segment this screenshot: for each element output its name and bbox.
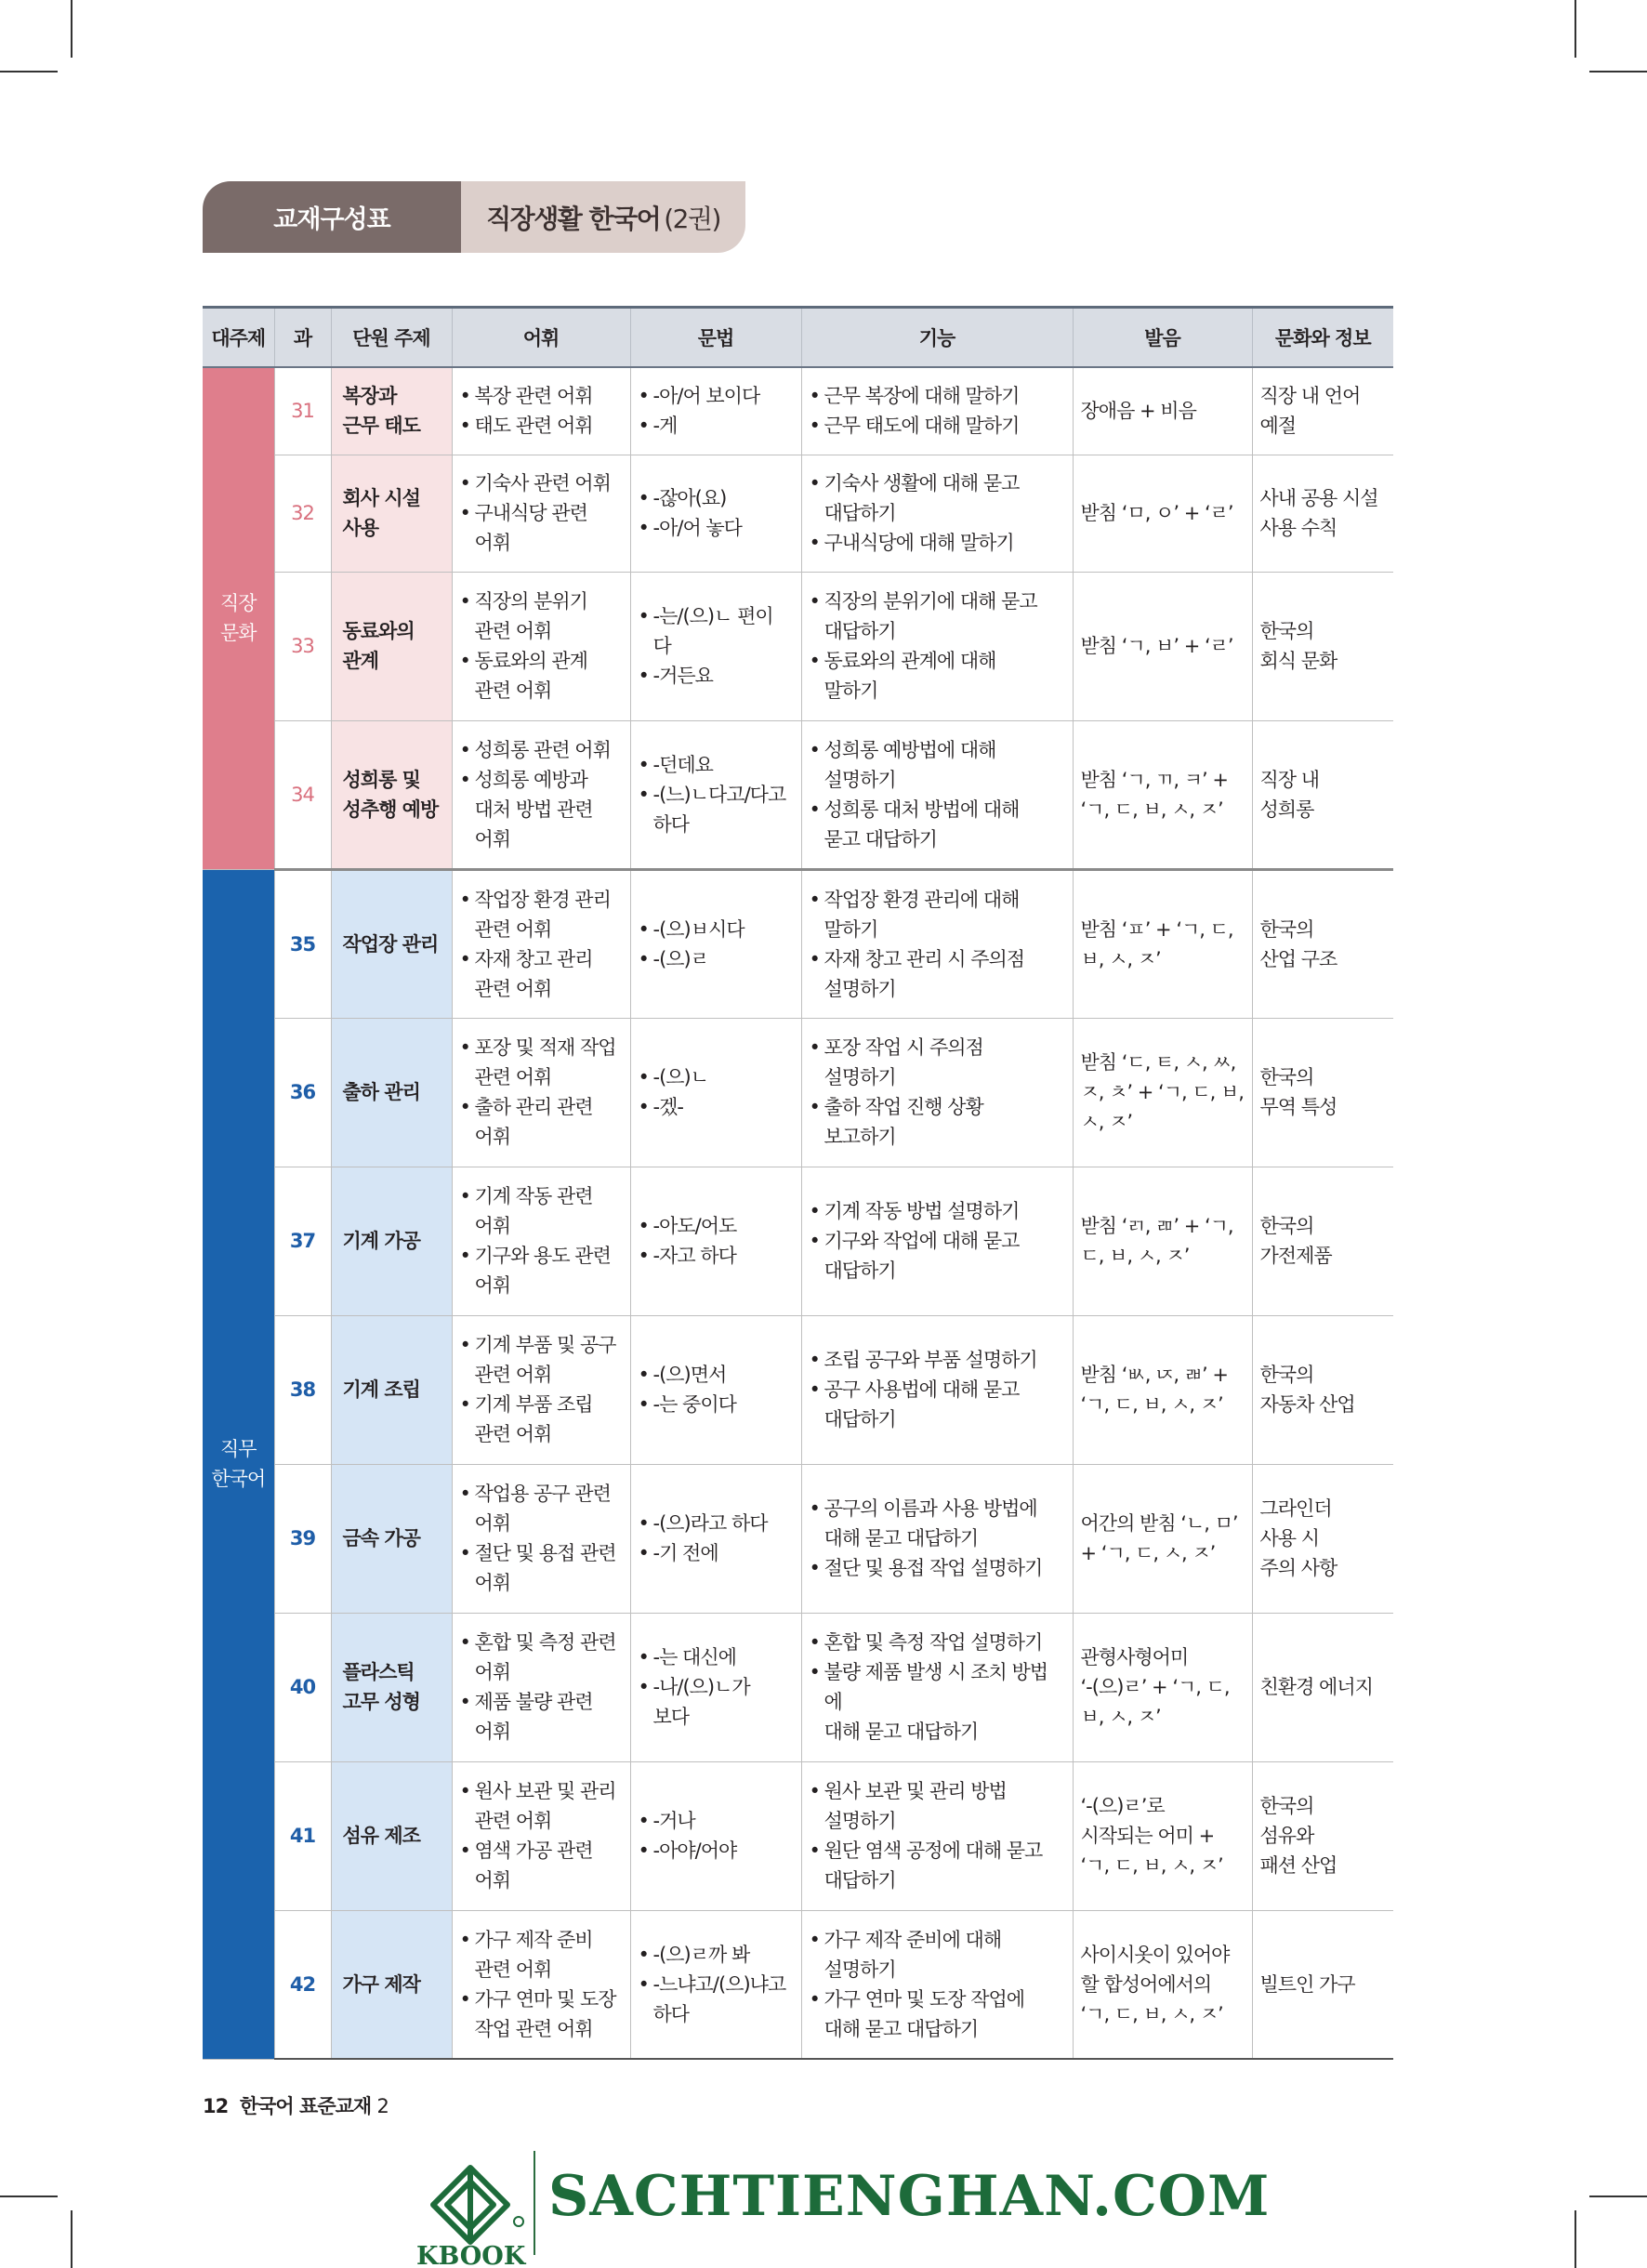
page-number: 12 [203,2095,229,2117]
function-cell [801,1167,1073,1315]
culture-cell [1252,1464,1393,1613]
function-item: • 불량 제품 발생 시 조치 방법에 대해 묻고 대답하기 [810,1657,1065,1747]
header-tabs [203,181,745,253]
pronunciation-cell [1073,1910,1252,2059]
function-item: • 원단 염색 공정에 대해 묻고 대답하기 [810,1836,1065,1895]
function-item: • 포장 작업 시 주의점 설명하기 [810,1033,1065,1092]
culture-text: 한국의 산업 구조 [1259,917,1337,970]
culture-text: 한국의 무역 특성 [1259,1066,1337,1118]
lesson-number: 31 [274,367,331,455]
grammar-item: • -기 전에 [639,1538,794,1568]
lesson-number: 33 [274,572,331,720]
unit-topic-text: 동료와의 관계 [342,620,415,672]
site-name: SACHTIENGHAN.COM [548,2164,1271,2229]
unit-topic [331,1018,452,1167]
pronunciation-cell [1073,1167,1252,1315]
grammar-cell [630,1315,801,1464]
unit-topic [331,1761,452,1910]
crop-mark [1589,71,1647,73]
grammar-item: • -(으)면서 [639,1360,794,1390]
unit-topic [331,1464,452,1613]
function-item: • 공구 사용법에 대해 묻고 대답하기 [810,1375,1065,1434]
function-cell [801,1315,1073,1464]
grammar-item: • -게 [639,411,794,441]
vocab-cell [452,1613,630,1761]
vocab-cell [452,367,630,455]
column-header: 과 [274,308,331,368]
vocab-item: • 기계 부품 및 공구 관련 어휘 [460,1330,623,1390]
pronunciation-text: 받침 ‘ㄷ, ㅌ, ㅅ, ㅆ, ㅈ, ㅊ’ + ‘ㄱ, ㄷ, ㅂ, ㅅ, ㅈ’ [1080,1051,1244,1133]
grammar-list [639,1509,794,1568]
unit-topic-text: 회사 시설 사용 [342,487,420,539]
function-list [810,381,1065,441]
function-item: • 근무 태도에 대해 말하기 [810,411,1065,441]
pronunciation-text: 받침 ‘ㅍ’ + ‘ㄱ, ㄷ, ㅂ, ㅅ, ㅈ’ [1080,917,1233,970]
function-item: • 구내식당에 대해 말하기 [810,528,1065,558]
grammar-item: • -아야/어야 [639,1836,794,1866]
vocab-item: • 동료와의 관계 관련 어휘 [460,646,623,705]
vocab-list [460,1479,623,1598]
footer-book-name: 한국어 표준교재 [239,2095,372,2117]
unit-topic [331,869,452,1018]
lesson-number: 34 [274,720,331,869]
grammar-item: • -(으)ㄴ [639,1062,794,1092]
vocab-cell [452,869,630,1018]
grammar-item: • -느냐고/(으)냐고 하다 [639,1970,794,2029]
column-header: 문법 [630,308,801,368]
grammar-item: • -나/(으)ㄴ가 보다 [639,1672,794,1732]
grammar-item: • -아/어 보이다 [639,381,794,411]
grammar-list [639,1806,794,1866]
function-item: • 근무 복장에 대해 말하기 [810,381,1065,411]
table-row [203,455,1393,572]
unit-topic [331,1613,452,1761]
function-item: • 조립 공구와 부품 설명하기 [810,1345,1065,1375]
table-row [203,572,1393,720]
crop-mark [0,2195,58,2197]
unit-topic [331,367,452,455]
table-row [203,1315,1393,1464]
theme-cell [203,367,274,869]
function-cell [801,367,1073,455]
function-item: • 혼합 및 측정 작업 설명하기 [810,1628,1065,1657]
pronunciation-text: 받침 ‘ㅄ, ㄵ, ㄼ’ + ‘ㄱ, ㄷ, ㅂ, ㅅ, ㅈ’ [1080,1364,1228,1416]
culture-cell [1252,1761,1393,1910]
column-header: 기능 [801,308,1073,368]
pronunciation-cell [1073,869,1252,1018]
lesson-number: 35 [274,869,331,1018]
grammar-item: • -아/어 놓다 [639,513,794,543]
grammar-cell [630,1613,801,1761]
crop-mark [1589,2195,1647,2197]
grammar-cell [630,1464,801,1613]
vocab-list [460,1330,623,1449]
table-body [203,367,1393,2059]
unit-topic [331,720,452,869]
culture-cell [1252,367,1393,455]
lesson-number: 37 [274,1167,331,1315]
kbook-logo [415,2149,535,2268]
table-row [203,869,1393,1018]
table-row [203,367,1393,455]
grammar-item: • -는 대신에 [639,1642,794,1672]
pronunciation-cell [1073,720,1252,869]
culture-cell [1252,720,1393,869]
vocab-cell [452,1910,630,2059]
function-item: • 기구와 작업에 대해 묻고 대답하기 [810,1226,1065,1286]
book-title-text: 직장생활 한국어 [486,203,661,234]
function-item: • 기숙사 생활에 대해 묻고 대답하기 [810,468,1065,528]
function-list [810,1345,1065,1434]
logo-divider [534,2151,535,2255]
grammar-item: • -거나 [639,1806,794,1836]
culture-text: 그라인더 사용 시 주의 사항 [1259,1497,1337,1579]
table-row [203,1613,1393,1761]
footer-volume: 2 [376,2095,389,2117]
vocab-item: • 작업장 환경 관리 관련 어휘 [460,885,623,944]
vocab-item: • 기구와 용도 관련 어휘 [460,1241,623,1300]
culture-cell [1252,1315,1393,1464]
pronunciation-text: ‘-(으)ㄹ’로 시작되는 어미 + ‘ㄱ, ㄷ, ㅂ, ㅅ, ㅈ’ [1080,1795,1223,1877]
culture-text: 한국의 가전제품 [1259,1215,1332,1267]
grammar-cell [630,572,801,720]
unit-topic-text: 금속 가공 [342,1527,420,1549]
vocab-list [460,1925,623,2044]
vocab-cell [452,455,630,572]
pronunciation-text: 어간의 받침 ‘ㄴ, ㅁ’ + ‘ㄱ, ㄷ, ㅅ, ㅈ’ [1080,1512,1238,1564]
column-header: 단원 주제 [331,308,452,368]
vocab-item: • 구내식당 관련 어휘 [460,498,623,558]
theme-cell [203,869,274,2059]
vocab-cell [452,1761,630,1910]
grammar-item: • -아도/어도 [639,1211,794,1241]
grammar-item: • -자고 하다 [639,1241,794,1271]
function-list [810,1925,1065,2044]
grammar-list [639,483,794,543]
grammar-item: • -(으)라고 하다 [639,1509,794,1538]
unit-topic-text: 성희롱 및 성추행 예방 [342,768,439,821]
vocab-cell [452,572,630,720]
crop-mark [71,2210,72,2268]
grammar-item: • -(느)ㄴ다고/다고 하다 [639,780,794,839]
pronunciation-cell [1073,1761,1252,1910]
vocab-item: • 가구 제작 준비 관련 어휘 [460,1925,623,1984]
function-item: • 가구 제작 준비에 대해 설명하기 [810,1925,1065,1984]
vocab-item: • 가구 연마 및 도장 작업 관련 어휘 [460,1984,623,2044]
vocab-list [460,1033,623,1152]
unit-topic-text: 섬유 제조 [342,1825,420,1847]
pronunciation-text: 관형사형어미 ‘-(으)ㄹ’ + ‘ㄱ, ㄷ, ㅂ, ㅅ, ㅈ’ [1080,1646,1230,1728]
function-cell [801,1464,1073,1613]
function-list [810,1494,1065,1583]
function-cell [801,869,1073,1018]
unit-topic-text: 복장과 근무 태도 [342,385,420,438]
vocab-list [460,587,623,705]
unit-topic [331,455,452,572]
vocab-item: • 기숙사 관련 어휘 [460,468,623,498]
grammar-item: • -는 중이다 [639,1390,794,1419]
grammar-item: • -(으)ㄹ까 봐 [639,1940,794,1970]
lesson-number: 39 [274,1464,331,1613]
culture-cell [1252,1018,1393,1167]
function-list [810,1776,1065,1895]
unit-topic-text: 작업장 관리 [342,932,439,956]
crop-mark [0,71,58,73]
crop-mark [1575,2210,1576,2268]
grammar-list [639,1360,794,1419]
function-item: • 자재 창고 관리 시 주의점 설명하기 [810,944,1065,1004]
theme-label: 직장 문화 [219,592,257,645]
column-header: 문화와 정보 [1252,308,1393,368]
vocab-item: • 작업용 공구 관련 어휘 [460,1479,623,1538]
pronunciation-text: 받침 ‘ㅁ, ㅇ’ + ‘ㄹ’ [1080,502,1233,524]
vocab-list [460,1628,623,1747]
function-cell [801,1018,1073,1167]
lesson-number: 42 [274,1910,331,2059]
vocab-item: • 기계 작동 관련 어휘 [460,1181,623,1241]
header-tab-label: 교재구성표 [203,181,461,253]
pronunciation-text: 장애음 + 비음 [1080,400,1196,423]
function-item: • 공구의 이름과 사용 방법에 대해 묻고 대답하기 [810,1494,1065,1553]
pronunciation-cell [1073,572,1252,720]
function-list [810,1033,1065,1152]
culture-text: 한국의 섬유와 패션 산업 [1259,1795,1337,1877]
unit-topic-text: 기계 조립 [342,1378,420,1401]
table-row [203,1910,1393,2059]
pronunciation-text: 받침 ‘ㄱ, ㄲ, ㅋ’ + ‘ㄱ, ㄷ, ㅂ, ㅅ, ㅈ’ [1080,768,1228,821]
culture-text: 직장 내 성희롱 [1259,768,1320,821]
curriculum-table [203,306,1393,2060]
vocab-item: • 태도 관련 어휘 [460,411,623,441]
unit-topic [331,572,452,720]
vocab-item: • 성희롱 예방과 대처 방법 관련 어휘 [460,765,623,854]
page-footer [203,2091,389,2119]
function-list [810,468,1065,558]
function-item: • 원사 보관 및 관리 방법 설명하기 [810,1776,1065,1836]
pronunciation-text: 받침 ‘ㄱ, ㅂ’ + ‘ㄹ’ [1080,635,1233,657]
culture-cell [1252,572,1393,720]
vocab-list [460,381,623,441]
crop-mark [71,0,72,58]
function-item: • 기계 작동 방법 설명하기 [810,1196,1065,1226]
vocab-item: • 기계 부품 조립 관련 어휘 [460,1390,623,1449]
function-item: • 성희롱 대처 방법에 대해 묻고 대답하기 [810,795,1065,854]
column-header: 대주제 [203,308,274,368]
function-cell [801,1613,1073,1761]
culture-text: 한국의 자동차 산업 [1259,1364,1355,1416]
table-row [203,1018,1393,1167]
table-row [203,720,1393,869]
vocab-item: • 출하 관리 관련 어휘 [460,1092,623,1152]
grammar-cell [630,869,801,1018]
grammar-item: • -잖아(요) [639,483,794,513]
function-item: • 동료와의 관계에 대해 말하기 [810,646,1065,705]
grammar-cell [630,367,801,455]
function-item: • 절단 및 용접 작업 설명하기 [810,1553,1065,1583]
function-list [810,1628,1065,1747]
grammar-item: • -는/(으)ㄴ 편이 다 [639,601,794,661]
grammar-cell [630,720,801,869]
vocab-item: • 포장 및 적재 작업 관련 어휘 [460,1033,623,1092]
lesson-number: 36 [274,1018,331,1167]
vocab-list [460,1776,623,1895]
function-list [810,735,1065,854]
pronunciation-cell [1073,455,1252,572]
culture-text: 빌트인 가구 [1259,1972,1355,1996]
vocab-item: • 자재 창고 관리 관련 어휘 [460,944,623,1004]
grammar-list [639,601,794,691]
grammar-item: • -겠- [639,1092,794,1122]
grammar-list [639,1062,794,1122]
grammar-cell [630,455,801,572]
culture-text: 직장 내 언어 예절 [1259,385,1361,438]
vocab-item: • 염색 가공 관련 어휘 [460,1836,623,1895]
function-list [810,885,1065,1004]
grammar-item: • -거든요 [639,661,794,691]
grammar-list [639,1211,794,1271]
unit-topic [331,1910,452,2059]
lesson-number: 40 [274,1613,331,1761]
grammar-list [639,750,794,839]
grammar-item: • -던데요 [639,750,794,780]
vocab-item: • 제품 불량 관련 어휘 [460,1687,623,1747]
grammar-item: • -(으)ㄹ [639,944,794,974]
crop-mark [1575,0,1576,58]
vocab-cell [452,1464,630,1613]
function-cell [801,720,1073,869]
culture-cell [1252,869,1393,1018]
grammar-cell [630,1018,801,1167]
vocab-item: • 복장 관련 어휘 [460,381,623,411]
table-row [203,1167,1393,1315]
pronunciation-cell [1073,1018,1252,1167]
function-item: • 출하 작업 진행 상황 보고하기 [810,1092,1065,1152]
theme-label: 직무 한국어 [211,1438,266,1490]
unit-topic-text: 기계 가공 [342,1230,420,1252]
grammar-list [639,381,794,441]
unit-topic-text: 출하 관리 [342,1081,420,1103]
grammar-item: • -(으)ㅂ시다 [639,915,794,944]
pronunciation-cell [1073,367,1252,455]
vocab-list [460,468,623,558]
pronunciation-text: 받침 ‘ㄺ, ㄻ’ + ‘ㄱ, ㄷ, ㅂ, ㅅ, ㅈ’ [1080,1215,1233,1267]
function-cell [801,1761,1073,1910]
vocab-item: • 직장의 분위기 관련 어휘 [460,587,623,646]
vocab-list [460,735,623,854]
lesson-number: 32 [274,455,331,572]
culture-cell [1252,1613,1393,1761]
vocab-cell [452,720,630,869]
pronunciation-cell [1073,1464,1252,1613]
culture-text: 친환경 에너지 [1259,1676,1373,1698]
column-header: 발음 [1073,308,1252,368]
vocab-item: • 원사 보관 및 관리 관련 어휘 [460,1776,623,1836]
culture-cell [1252,1167,1393,1315]
function-cell [801,455,1073,572]
grammar-cell [630,1910,801,2059]
column-header: 어휘 [452,308,630,368]
vocab-item: • 혼합 및 측정 관련 어휘 [460,1628,623,1687]
unit-topic-text: 가구 제작 [342,1972,420,1996]
function-item: • 성희롱 예방법에 대해 설명하기 [810,735,1065,795]
vocab-item: • 절단 및 용접 관련 어휘 [460,1538,623,1598]
grammar-list [639,1642,794,1732]
vocab-cell [452,1018,630,1167]
culture-text: 한국의 회식 문화 [1259,620,1337,672]
lesson-number: 41 [274,1761,331,1910]
vocab-item: • 성희롱 관련 어휘 [460,735,623,765]
unit-topic [331,1315,452,1464]
function-cell [801,572,1073,720]
table-row [203,1464,1393,1613]
vocab-list [460,1181,623,1300]
pronunciation-text: 사이시옷이 있어야 할 합성어에서의 ‘ㄱ, ㄷ, ㅂ, ㅅ, ㅈ’ [1080,1943,1230,2025]
table-row [203,1761,1393,1910]
vocab-cell [452,1167,630,1315]
book-title [461,181,745,253]
lesson-number: 38 [274,1315,331,1464]
grammar-list [639,915,794,974]
grammar-list [639,1940,794,2029]
logo-text: KBOOK [416,2242,526,2268]
function-item: • 작업장 환경 관리에 대해 말하기 [810,885,1065,944]
function-cell [801,1910,1073,2059]
function-list [810,587,1065,705]
function-item: • 가구 연마 및 도장 작업에 대해 묻고 대답하기 [810,1984,1065,2044]
vocab-cell [452,1315,630,1464]
culture-cell [1252,455,1393,572]
grammar-cell [630,1761,801,1910]
unit-topic [331,1167,452,1315]
culture-cell [1252,1910,1393,2059]
table-header-row [203,308,1393,368]
unit-topic-text: 플라스틱 고무 성형 [342,1661,420,1713]
book-volume: (2권) [664,203,720,234]
culture-text: 사내 공용 시설 사용 수칙 [1259,487,1378,539]
vocab-list [460,885,623,1004]
pronunciation-cell [1073,1613,1252,1761]
function-item: • 직장의 분위기에 대해 묻고 대답하기 [810,587,1065,646]
pronunciation-cell [1073,1315,1252,1464]
grammar-cell [630,1167,801,1315]
function-list [810,1196,1065,1286]
